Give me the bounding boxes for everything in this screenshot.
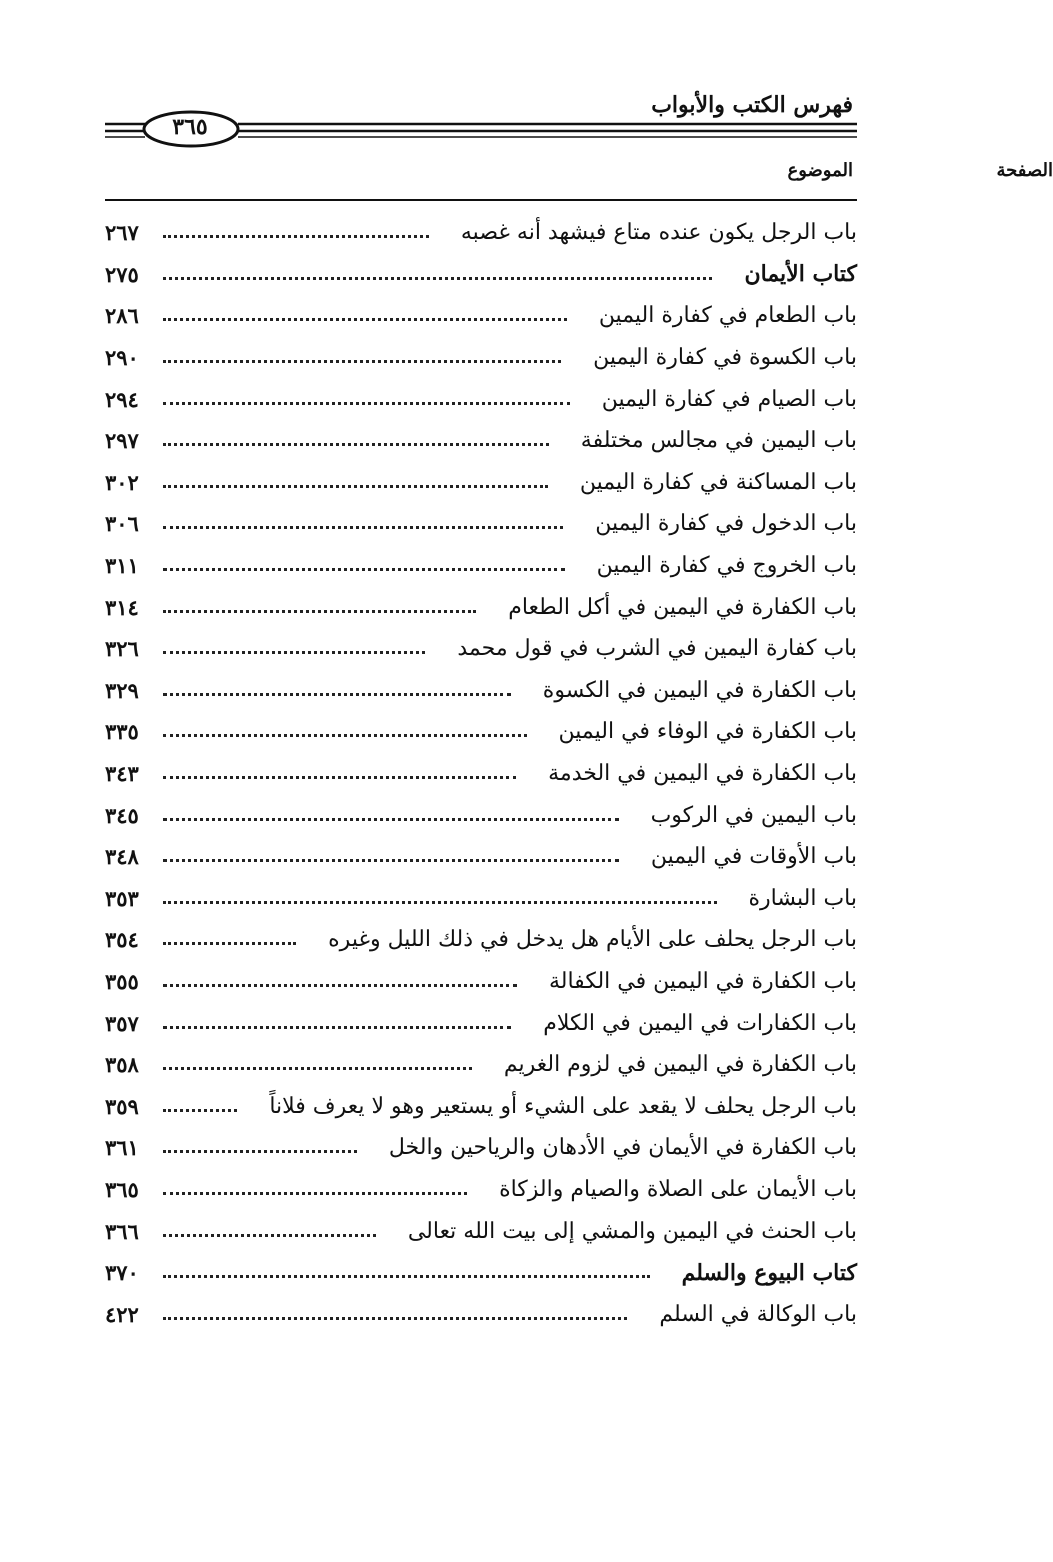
- toc-entry-title: باب الكسوة في كفارة اليمين: [593, 345, 857, 371]
- toc-entry-page: ٤٢٢: [105, 1301, 139, 1327]
- dot-leader: [163, 734, 527, 737]
- toc-entry-page: ٣٥٩: [105, 1093, 139, 1119]
- dot-leader: [163, 235, 429, 238]
- page-number: ٣٦٥: [172, 114, 208, 140]
- toc-entry: [105, 503, 857, 545]
- dot-leader: [163, 859, 619, 862]
- toc-entry-title: باب الكفارة في اليمين في الخدمة: [548, 761, 857, 787]
- toc-entry-title: باب الصيام في كفارة اليمين: [601, 386, 857, 412]
- toc-entry: [105, 212, 857, 254]
- toc-entry-page: ٣٥٧: [105, 1010, 139, 1036]
- toc-entry: [105, 1210, 857, 1252]
- toc-entry: [105, 753, 857, 795]
- dot-leader: [163, 651, 425, 654]
- dot-leader: [163, 526, 563, 529]
- dot-leader: [163, 1150, 357, 1153]
- toc-entry-page: ٣٤٣: [105, 761, 139, 787]
- toc-entry-page: ٣٥٨: [105, 1052, 139, 1078]
- toc-entry-title: باب الأوقات في اليمين: [650, 844, 857, 870]
- toc-entry-page: ٣٦٥: [105, 1176, 139, 1202]
- dot-leader: [163, 1234, 376, 1237]
- toc-entry: [105, 1127, 857, 1169]
- dot-leader: [163, 1026, 511, 1029]
- toc-entry-page: ٣١١: [105, 553, 139, 579]
- toc-entry-page: ٣٦١: [105, 1135, 139, 1161]
- toc-entry-title: باب الكفارة في اليمين في الكفالة: [548, 968, 857, 994]
- toc-list: [105, 212, 857, 1335]
- toc-entry-title: باب اليمين في مجالس مختلفة: [580, 428, 857, 454]
- toc-entry: [105, 295, 857, 337]
- toc-entry-page: ٢٧٥: [105, 261, 139, 287]
- toc-entry-title: باب الحنث في اليمين والمشي إلى بيت الله تعالى: [407, 1218, 857, 1244]
- dot-leader: [163, 360, 561, 363]
- toc-entry-title: باب الكفارة في الوفاء في اليمين: [558, 719, 857, 745]
- toc-entry: [105, 878, 857, 920]
- column-heading-subject: الموضوع: [787, 160, 853, 181]
- toc-entry: [105, 628, 857, 670]
- dot-leader: [163, 901, 717, 904]
- toc-entry-page: ٣٤٥: [105, 802, 139, 828]
- toc-entry: [105, 545, 857, 587]
- toc-entry: [105, 1293, 857, 1335]
- toc-entry: [105, 670, 857, 712]
- toc-entry: [105, 378, 857, 420]
- dot-leader: [163, 568, 565, 571]
- dot-leader: [163, 984, 517, 987]
- dot-leader: [163, 776, 516, 779]
- toc-entry-page: ٢٦٧: [105, 220, 139, 246]
- toc-entry-title: باب المساكنة في كفارة اليمين: [579, 469, 857, 495]
- dot-leader: [163, 402, 570, 405]
- toc-entry-page: ٣١٤: [105, 594, 139, 620]
- toc-entry-title: باب الوكالة في السلم: [659, 1301, 857, 1327]
- dot-leader: [163, 610, 476, 613]
- toc-entry: [105, 586, 857, 628]
- toc-entry-page: ٢٩٧: [105, 428, 139, 454]
- running-title: فهرس الكتب والأبواب: [651, 92, 853, 118]
- toc-entry: [105, 711, 857, 753]
- toc-entry-title: كتاب الأيمان: [744, 261, 857, 288]
- toc-entry: [105, 462, 857, 504]
- toc-entry-page: ٣٤٨: [105, 844, 139, 870]
- toc-entry-title: باب الرجل يحلف على الأيام هل يدخل في ذلك الليل وغيره: [328, 927, 857, 953]
- toc-entry-page: ٣٢٩: [105, 677, 139, 703]
- dot-leader: [163, 277, 712, 280]
- toc-entry: [105, 919, 857, 961]
- toc-entry-title: باب الكفارات في اليمين في الكلام: [543, 1010, 857, 1036]
- dot-leader: [163, 818, 619, 821]
- dot-leader: [163, 485, 548, 488]
- toc-entry-page: ٣٥٥: [105, 968, 139, 994]
- toc-entry: [105, 961, 857, 1003]
- toc-entry-title: باب الخروج في كفارة اليمين: [596, 553, 857, 579]
- dot-leader: [163, 1275, 650, 1278]
- toc-entry: [105, 420, 857, 462]
- dot-leader: [163, 1317, 627, 1320]
- toc-entry: [105, 836, 857, 878]
- toc-entry: [105, 1169, 857, 1211]
- toc-book-entry: [105, 254, 857, 296]
- toc-entry-title: باب البشارة: [748, 885, 857, 911]
- toc-entry-title: باب الرجل يكون عنده متاع فيشهد أنه غصبه: [460, 220, 857, 246]
- toc-entry-page: ٣٠٦: [105, 511, 139, 537]
- dot-leader: [163, 1192, 467, 1195]
- toc-entry: [105, 794, 857, 836]
- dot-leader: [163, 942, 296, 945]
- toc-entry-title: باب الكفارة في اليمين في الكسوة: [542, 677, 857, 703]
- toc-entry-title: باب الكفارة في اليمين في أكل الطعام: [508, 594, 857, 620]
- toc-entry-page: ٣٠٢: [105, 469, 139, 495]
- toc-entry-title: باب اليمين في الركوب: [650, 802, 857, 828]
- heading-divider: [105, 199, 857, 201]
- toc-entry-page: ٣٧٠: [105, 1260, 139, 1286]
- toc-entry-title: باب الطعام في كفارة اليمين: [598, 303, 857, 329]
- toc-book-entry: [105, 1252, 857, 1294]
- toc-entry-page: ٣٥٣: [105, 885, 139, 911]
- toc-entry-title: باب الأيمان على الصلاة والصيام والزكاة: [499, 1176, 857, 1202]
- toc-entry-title: باب كفارة اليمين في الشرب في قول محمد: [457, 636, 857, 662]
- toc-entry-page: ٢٩٠: [105, 345, 139, 371]
- dot-leader: [163, 1109, 237, 1112]
- toc-entry-title: باب الدخول في كفارة اليمين: [595, 511, 857, 537]
- toc-entry-title: باب الكفارة في اليمين في لزوم الغريم: [503, 1052, 857, 1078]
- toc-entry-title: باب الكفارة في الأيمان في الأدهان والرياحين والخل: [388, 1135, 857, 1161]
- toc-entry-title: كتاب البيوع والسلم: [681, 1259, 857, 1286]
- dot-leader: [163, 443, 549, 446]
- dot-leader: [163, 318, 567, 321]
- dot-leader: [163, 1067, 472, 1070]
- dot-leader: [163, 693, 511, 696]
- toc-entry-page: ٣٣٥: [105, 719, 139, 745]
- toc-entry-page: ٢٩٤: [105, 386, 139, 412]
- toc-entry: [105, 1002, 857, 1044]
- toc-entry-page: ٣٥٤: [105, 927, 139, 953]
- toc-entry-page: ٢٨٦: [105, 303, 139, 329]
- toc-entry-title: باب الرجل يحلف لا يقعد على الشيء أو يستعير وهو لا يعرف فلاناً: [269, 1093, 857, 1119]
- toc-entry: [105, 1044, 857, 1086]
- column-heading-page: الصفحة: [996, 160, 1053, 181]
- toc-entry-page: ٣٦٦: [105, 1218, 139, 1244]
- toc-entry: [105, 337, 857, 379]
- toc-entry-page: ٣٢٦: [105, 636, 139, 662]
- toc-entry: [105, 1085, 857, 1127]
